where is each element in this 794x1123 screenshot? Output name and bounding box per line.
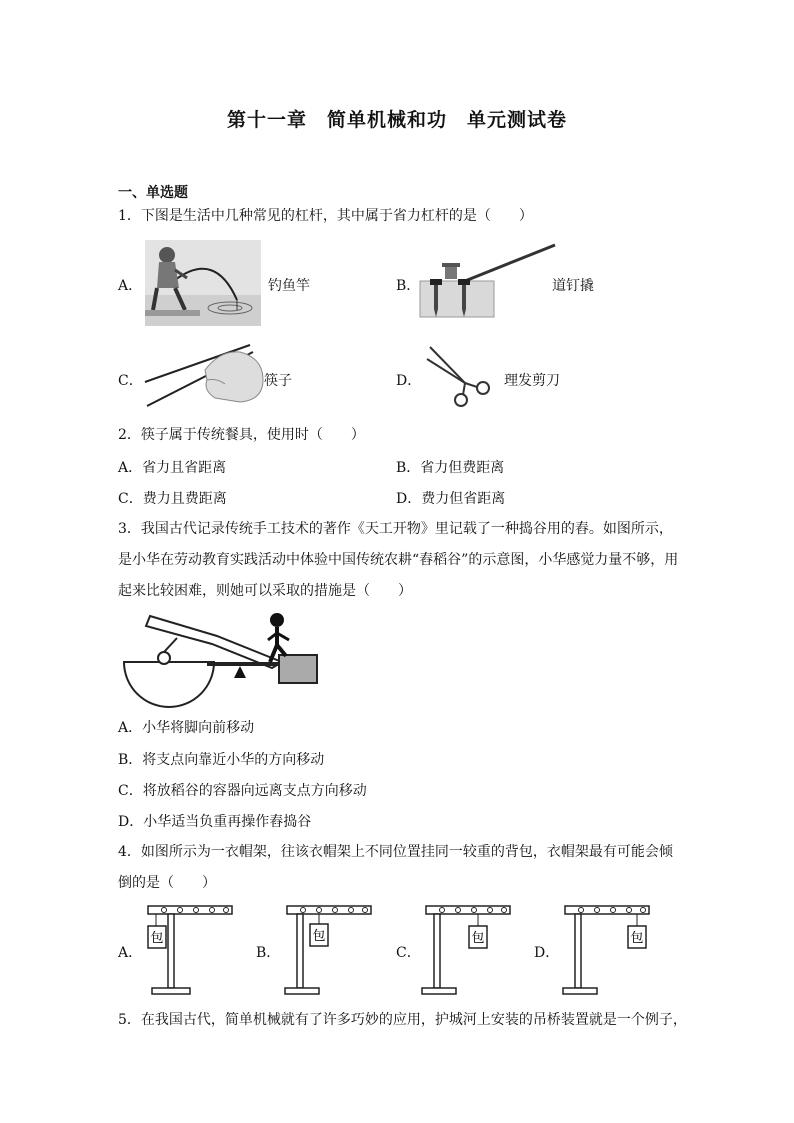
q4-line-1: 4．如图所示为一衣帽架，往该衣帽架上不同位置挂同一较重的背包，衣帽架最有可能会倾 (118, 844, 673, 860)
coat-rack-d-image (561, 902, 651, 998)
q1-stem: 1．下图是生活中几种常见的杠杆，其中属于省力杠杆的是（ ） (118, 208, 533, 224)
q4-bag-d: 包 (630, 931, 644, 946)
title-chapter: 第十一章 (226, 109, 307, 131)
q3-option-c: C．将放稻谷的容器向远离支点方向移动 (118, 783, 367, 799)
q3-line-2: 是小华在劳动教育实践活动中体验中国传统农耕“舂稻谷”的示意图，小华感觉力量不够，用 (118, 552, 679, 568)
coat-rack-c-image (422, 902, 512, 998)
q4-bag-c: 包 (471, 931, 485, 946)
pestle-lever-image (122, 610, 327, 705)
q2-option-d: D．费力但省距离 (396, 491, 506, 507)
q3-line-3: 起来比较困难，则她可以采取的措施是（ ） (118, 583, 412, 599)
q3-option-b: B．将支点向靠近小华的方向移动 (118, 752, 325, 768)
q4-line-2: 倒的是（ ） (118, 875, 216, 891)
page-title (0, 105, 794, 132)
title-topic: 简单机械和功 (326, 109, 447, 131)
q4-option-d-label: D． (534, 945, 560, 961)
coat-rack-a-image (144, 902, 234, 998)
q4-option-a-label: A． (118, 945, 143, 961)
q4-bag-a: 包 (150, 931, 164, 946)
spike-bar-image (420, 243, 555, 321)
q2-stem: 2．筷子属于传统餐具，使用时（ ） (118, 427, 365, 443)
q2-option-b: B．省力但费距离 (396, 460, 505, 476)
scissors-image (425, 345, 500, 407)
coat-rack-b-image (283, 902, 373, 998)
q1-option-c-label: C． (118, 373, 143, 389)
q1-option-b-caption: 道钉撬 (552, 278, 594, 294)
q4-option-b-label: B． (256, 945, 281, 961)
q1-option-c-caption: 筷子 (264, 373, 292, 389)
q3-option-a: A．小华将脚向前移动 (118, 720, 255, 736)
q2-option-c: C．费力且费距离 (118, 491, 227, 507)
chopsticks-image (145, 340, 265, 410)
section-heading: 一、单选题 (118, 185, 188, 201)
q1-option-a-label: A． (118, 278, 143, 294)
q5-line-1: 5．在我国古代，简单机械就有了许多巧妙的应用，护城河上安装的吊桥装置就是一个例子， (118, 1012, 687, 1028)
q3-line-1: 3．我国古代记录传统手工技术的著作《天工开物》里记载了一种捣谷用的舂。如图所示， (118, 521, 673, 537)
fishing-rod-image (145, 240, 261, 326)
title-type: 单元测试卷 (467, 109, 568, 131)
q4-option-c-label: C． (396, 945, 421, 961)
q1-option-d-caption: 理发剪刀 (504, 373, 560, 389)
q1-option-a-caption: 钓鱼竿 (268, 278, 310, 294)
q1-option-d-label: D． (396, 373, 422, 389)
q2-option-a: A．省力且省距离 (118, 460, 227, 476)
q4-bag-b: 包 (312, 929, 326, 944)
q3-option-d: D．小华适当负重再操作舂捣谷 (118, 814, 312, 830)
q1-option-b-label: B． (396, 278, 421, 294)
